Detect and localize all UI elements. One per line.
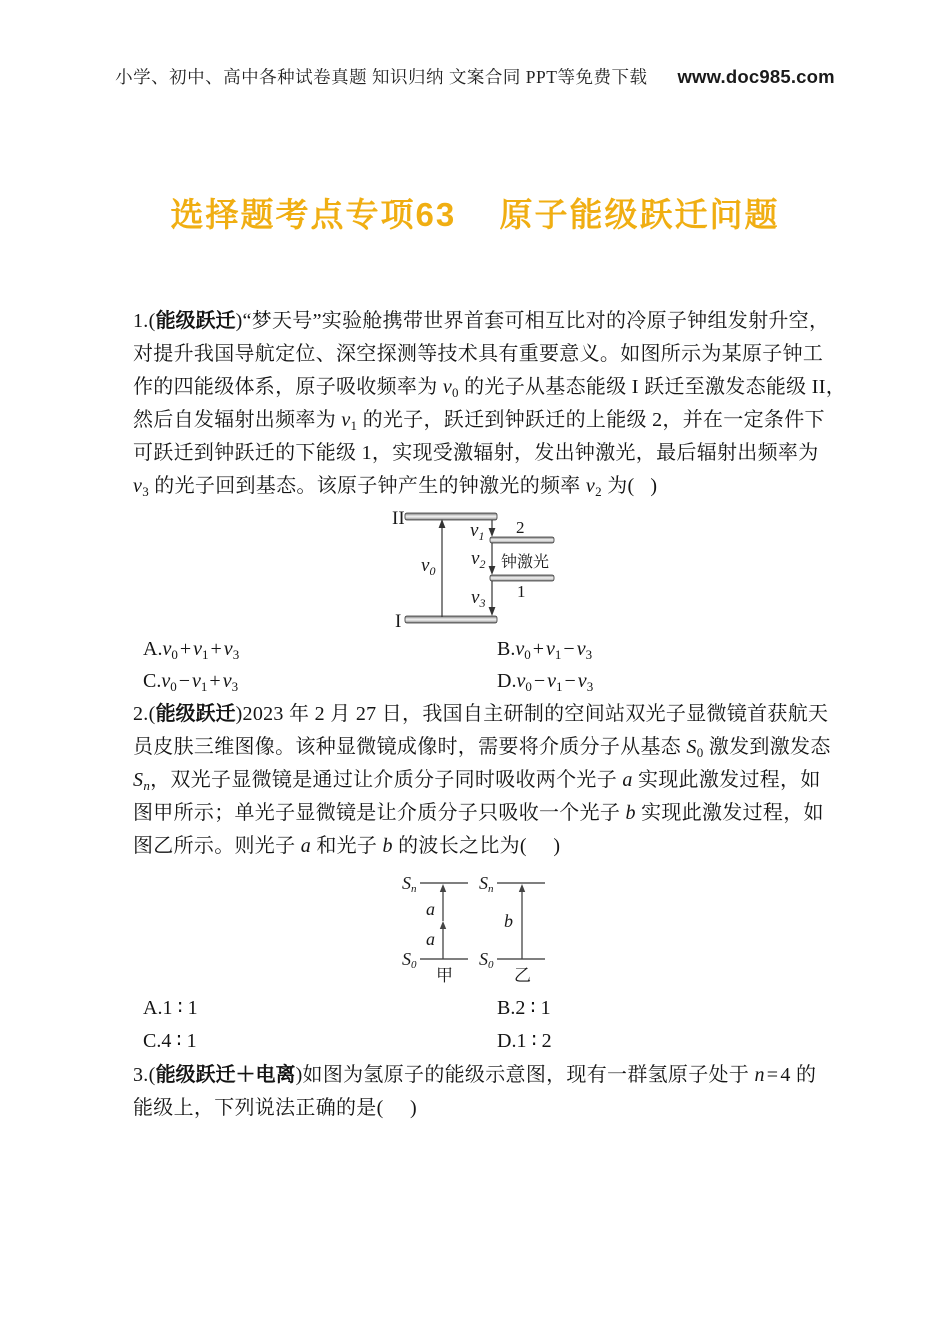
q3-text-line-2: 能级上，下列说法正确的是( ) [133, 1097, 418, 1119]
q1-text-line-1: 1.(能级跃迁)“梦天号”实验舱携带世界首套可相互比对的冷原子钟组发射升空， [133, 310, 830, 332]
q1-option-a: $A.v_0 + v_1 + v_3$ [143, 638, 240, 662]
doc-title [0, 189, 950, 236]
photon-b-label: b [504, 911, 513, 931]
q2-text-line-5: 图乙所示。则光子 a 和光子 b 的波长之比为( ) [133, 835, 561, 857]
s0-label-right: S0 [479, 949, 494, 971]
q2-option-a: A.1 ∶ 1 [143, 997, 198, 1019]
level-1-label: 1 [517, 582, 526, 601]
q1-option-d: $D.v_0 - v_1 - v_3$ [497, 670, 594, 694]
photon-a-upper-label: a [426, 899, 435, 919]
two-photon-arrow-upper [440, 884, 446, 921]
clock-upper-level-bar [490, 537, 554, 543]
question-1 [133, 305, 846, 503]
q2-options-row-1 [143, 992, 833, 1025]
diagram-jia-caption: 甲 [436, 966, 453, 985]
q3-text-line-1: 3.(能级跃迁＋电离)如图为氢原子的能级示意图，现有一群氢原子处于 n = 4 的 [133, 1064, 817, 1086]
doc-title-part1: 选择题考点专项63 [170, 196, 457, 233]
q1-options-row-1 [143, 633, 833, 666]
level-II-label: II [392, 508, 405, 529]
energy-level-I-bar [405, 616, 497, 623]
sn-label-left: Sn [402, 873, 417, 895]
q1-option-b: $B.v_0 + v_1 - v_3$ [497, 638, 593, 662]
freq-v0-label: $v_0$ [421, 555, 436, 578]
two-photon-arrow-lower [440, 921, 446, 959]
q1-options-row-2 [143, 665, 833, 698]
q1-text-line-4: 然后自发辐射出频率为 $v_1$ 的光子，跃迁到钟跃迁的上能级 2，并在一定条件下 [133, 409, 825, 433]
energy-level-II-bar [405, 513, 497, 520]
absorption-arrow-v0 [439, 519, 446, 617]
clock-lower-level-bar [490, 575, 554, 581]
freq-v2-label: $v_2$ [471, 548, 486, 571]
q2-excitation-diagram [395, 871, 560, 986]
q2-option-b: B.2 ∶ 1 [497, 997, 551, 1019]
q1-option-c: $C.v_0 - v_1 + v_3$ [143, 670, 239, 694]
emission-arrow-v3 [489, 581, 496, 616]
q1-energy-level-diagram [390, 505, 570, 633]
photon-a-lower-label: a [426, 929, 435, 949]
question-3 [133, 1059, 833, 1125]
clock-laser-label: 钟激光 [501, 554, 550, 571]
q2-options-row-2 [143, 1025, 833, 1058]
q2-option-c: C.4 ∶ 1 [143, 1030, 197, 1052]
q2-text-line-4: 图甲所示；单光子显微镜是让介质分子只吸收一个光子 b 实现此激发过程，如 [133, 802, 824, 824]
sn-label-right: Sn [479, 873, 494, 895]
q2-text-line-3: $S_n$，双光子显微镜是通过让介质分子同时吸收两个光子 a 实现此激发过程，如 [133, 769, 821, 793]
header-site-link[interactable]: www.doc985.com [677, 66, 835, 87]
q2-option-d: D.1 ∶ 2 [497, 1030, 552, 1052]
freq-v1-label: $v_1$ [470, 520, 485, 543]
q1-text-line-3: 作的四能级体系，原子吸收频率为 $v_0$ 的光子从基态能级 I 跃迁至激发态能级 II， [133, 376, 846, 400]
q1-text-line-2: 对提升我国导航定位、深空探测等技术具有重要意义。如图所示为某原子钟工 [133, 343, 824, 365]
laser-arrow-v2 [489, 543, 496, 575]
question-2 [133, 698, 833, 863]
q2-text-line-2: 员皮肤三维图像。该种显微镜成像时，需要将介质分子从基态 $S_0$ 激发到激发态 [133, 736, 831, 760]
q2-text-line-1: 2.(能级跃迁)2023 年 2 月 27 日，我国自主研制的空间站双光子显微镜首获航天 [133, 703, 829, 725]
single-photon-arrow [519, 884, 525, 959]
level-2-label: 2 [516, 518, 525, 537]
diagram-yi-caption: 乙 [514, 966, 531, 985]
doc-title-part2: 原子能级跃迁问题 [499, 196, 780, 233]
level-I-label: I [395, 611, 402, 632]
q1-text-line-5: 可跃迁到钟跃迁的下能级 1，实现受激辐射，发出钟激光，最后辐射出频率为 [133, 442, 819, 464]
freq-v3-label: $v_3$ [471, 587, 486, 610]
header-tagline: 小学、初中、高中各种试卷真题 知识归纳 文案合同 PPT等免费下载 [115, 67, 648, 87]
q1-text-line-6: $v_3$ 的光子回到基态。该原子钟产生的钟激光的频率 $v_2$ 为( ) [133, 475, 658, 499]
emission-arrow-v1 [489, 520, 496, 537]
page-header [0, 64, 950, 89]
s0-label-left: S0 [402, 949, 417, 971]
